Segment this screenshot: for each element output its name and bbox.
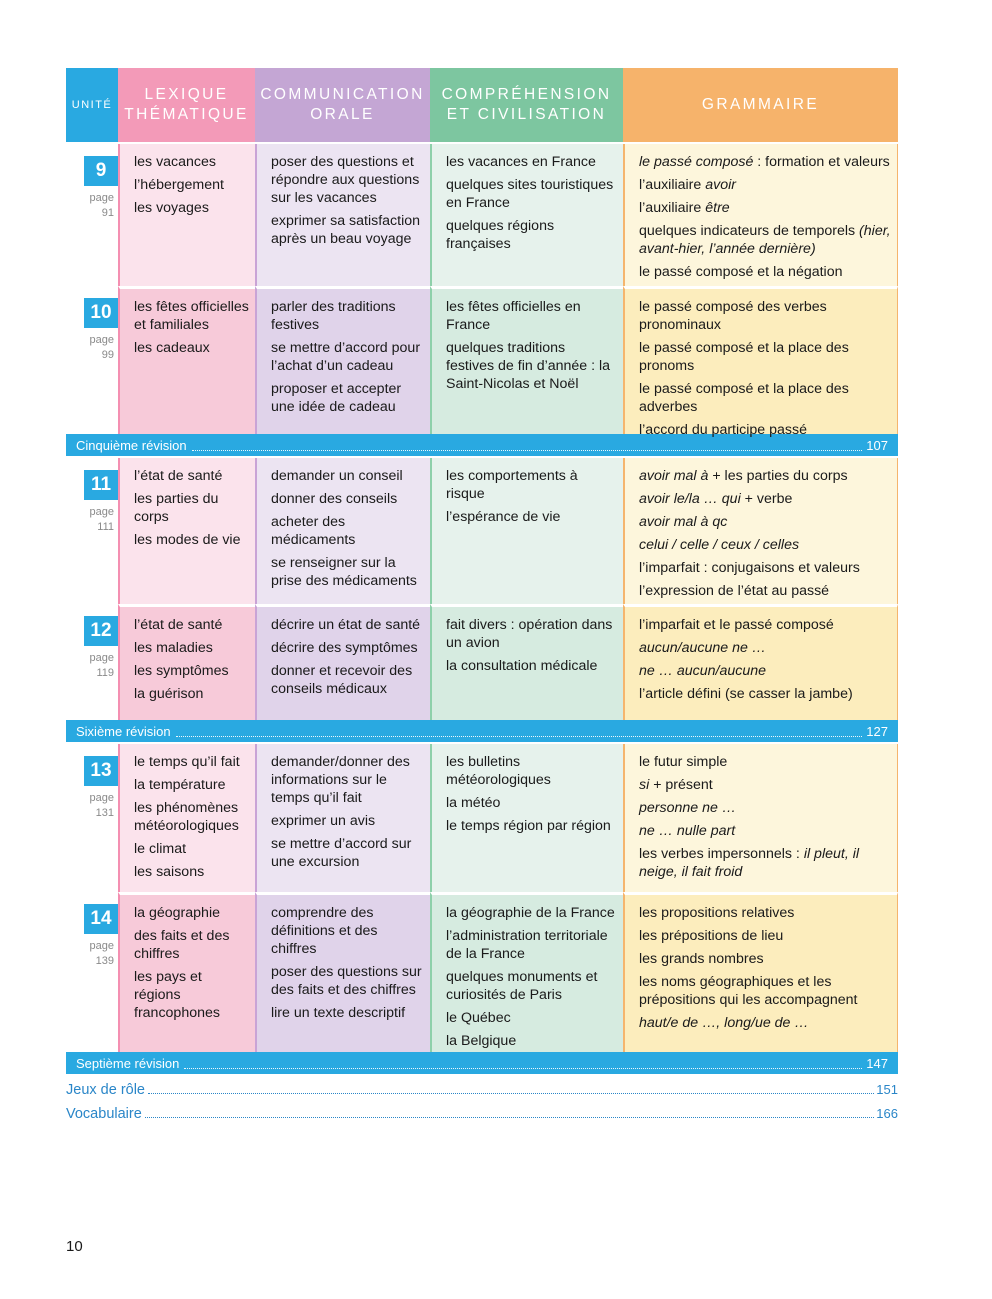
grammaire-item: les propositions relatives bbox=[639, 905, 795, 921]
communication-item: comprendre des définitions et des chiffres bbox=[271, 905, 378, 957]
grammaire-cell bbox=[623, 458, 898, 604]
revision-label: Sixième révision bbox=[76, 723, 171, 739]
lexique-item: l’état de santé bbox=[134, 617, 223, 633]
unit-page-ref: page 111 bbox=[89, 506, 114, 533]
lexique-item: les pays et régions francophones bbox=[134, 969, 220, 1021]
comprehension-cell bbox=[430, 744, 623, 892]
grammaire-item: ne … aucun/aucune bbox=[639, 663, 766, 679]
grammaire-item: l’accord du participe passé bbox=[639, 422, 807, 438]
header-unit: UNITÉ bbox=[66, 68, 118, 142]
grammaire-item: si + présent bbox=[639, 777, 713, 793]
revision-page: 147 bbox=[866, 1055, 888, 1071]
communication-cell bbox=[255, 286, 430, 434]
unit-number-cell bbox=[66, 144, 118, 286]
grammaire-item: le futur simple bbox=[639, 754, 728, 770]
unit-row bbox=[66, 744, 898, 892]
communication-cell bbox=[255, 144, 430, 286]
unit-page-ref: page 99 bbox=[89, 334, 114, 361]
unit-number-badge[interactable]: 9 bbox=[84, 156, 118, 186]
lexique-cell bbox=[118, 144, 255, 286]
unit-page-ref: page 119 bbox=[89, 652, 114, 679]
unit-row bbox=[66, 458, 898, 604]
lexique-item: les cadeaux bbox=[134, 340, 210, 356]
dot-leader bbox=[145, 1117, 875, 1118]
lexique-item: les symptômes bbox=[134, 663, 229, 679]
dot-leader bbox=[148, 1093, 874, 1094]
communication-item: acheter des médicaments bbox=[271, 514, 356, 548]
page-number: 10 bbox=[66, 1238, 83, 1255]
unit-number-badge[interactable]: 11 bbox=[84, 470, 118, 500]
grammaire-item: aucun/aucune ne … bbox=[639, 640, 766, 656]
grammaire-item: le passé composé et la négation bbox=[639, 264, 843, 280]
lexique-item: les vacances bbox=[134, 154, 217, 170]
lexique-item: la température bbox=[134, 777, 226, 793]
grammaire-item: l’article défini (se casser la jambe) bbox=[639, 686, 853, 702]
grammaire-cell bbox=[623, 144, 898, 286]
header-comprehension: COMPRÉHENSION ET CIVILISATION bbox=[430, 68, 623, 142]
grammaire-item: les grands nombres bbox=[639, 951, 764, 967]
units-body bbox=[66, 144, 898, 1074]
comprehension-item: quelques sites touristiques en France bbox=[446, 177, 614, 211]
comprehension-item: la géographie de la France bbox=[446, 905, 615, 921]
unit-number-badge[interactable]: 14 bbox=[84, 904, 118, 934]
unit-number-cell bbox=[66, 286, 118, 434]
comprehension-item: les bulletins météorologiques bbox=[446, 754, 551, 788]
unit-number-cell bbox=[66, 892, 118, 1052]
grammaire-item: quelques indicateurs de temporels (hier, avant-hier, l’année dernière) bbox=[639, 223, 891, 257]
communication-item: décrire un état de santé bbox=[271, 617, 421, 633]
comprehension-item: fait divers : opération dans un avion bbox=[446, 617, 613, 651]
revision-page: 127 bbox=[866, 723, 888, 739]
communication-item: demander/donner des informations sur le temps qu’il fait bbox=[271, 754, 410, 806]
comprehension-cell bbox=[430, 458, 623, 604]
unit-row bbox=[66, 604, 898, 720]
extra-page: 151 bbox=[876, 1082, 898, 1097]
lexique-cell bbox=[118, 892, 255, 1052]
comprehension-item: les fêtes officielles en France bbox=[446, 299, 581, 333]
lexique-item: les voyages bbox=[134, 200, 209, 216]
extra-link[interactable] bbox=[66, 1106, 898, 1130]
extra-label: Jeux de rôle bbox=[66, 1082, 145, 1098]
lexique-item: les phénomènes météorologiques bbox=[134, 800, 239, 834]
lexique-item: l’hébergement bbox=[134, 177, 224, 193]
lexique-item: la guérison bbox=[134, 686, 204, 702]
unit-number-badge[interactable]: 10 bbox=[84, 298, 118, 328]
grammaire-item: ne … nulle part bbox=[639, 823, 736, 839]
lexique-item: les parties du corps bbox=[134, 491, 219, 525]
dot-leader bbox=[184, 1058, 862, 1069]
comprehension-item: l’espérance de vie bbox=[446, 509, 561, 525]
unit-number-cell bbox=[66, 744, 118, 892]
communication-item: parler des traditions festives bbox=[271, 299, 396, 333]
communication-item: poser des questions sur des faits et des chiffres bbox=[271, 964, 422, 998]
comprehension-cell bbox=[430, 144, 623, 286]
comprehension-item: les vacances en France bbox=[446, 154, 596, 170]
grammaire-item: le passé composé des verbes pronominaux bbox=[639, 299, 827, 333]
extra-page: 166 bbox=[876, 1106, 898, 1121]
grammaire-item: avoir mal à + les parties du corps bbox=[639, 468, 848, 484]
lexique-cell bbox=[118, 458, 255, 604]
grammaire-item: les verbes impersonnels : il pleut, il neige, il fait froid bbox=[639, 846, 860, 880]
unit-number-cell bbox=[66, 604, 118, 720]
lexique-item: l’état de santé bbox=[134, 468, 223, 484]
unit-row bbox=[66, 892, 898, 1052]
grammaire-item: l’imparfait : conjugaisons et valeurs bbox=[639, 560, 860, 576]
unit-row bbox=[66, 144, 898, 286]
unit-page-ref: page 139 bbox=[89, 940, 114, 967]
comprehension-item: les comportements à risque bbox=[446, 468, 578, 502]
comprehension-item: quelques monuments et curiosités de Paris bbox=[446, 969, 598, 1003]
comprehension-item: quelques régions françaises bbox=[446, 218, 555, 252]
communication-cell bbox=[255, 744, 430, 892]
grammaire-item: haut/e de …, long/ue de … bbox=[639, 1015, 809, 1031]
comprehension-item: l’administration territoriale de la France bbox=[446, 928, 608, 962]
extra-label: Vocabulaire bbox=[66, 1106, 142, 1122]
lexique-item: les modes de vie bbox=[134, 532, 241, 548]
communication-item: exprimer sa satisfaction après un beau voyage bbox=[271, 213, 421, 247]
lexique-item: des faits et des chiffres bbox=[134, 928, 230, 962]
comprehension-item: la Belgique bbox=[446, 1033, 517, 1049]
grammaire-cell bbox=[623, 744, 898, 892]
revision-link[interactable] bbox=[66, 1052, 898, 1074]
grammaire-item: personne ne … bbox=[639, 800, 737, 816]
communication-item: demander un conseil bbox=[271, 468, 403, 484]
lexique-cell bbox=[118, 604, 255, 720]
comprehension-cell bbox=[430, 892, 623, 1052]
communication-item: lire un texte descriptif bbox=[271, 1005, 406, 1021]
comprehension-cell bbox=[430, 286, 623, 434]
communication-cell bbox=[255, 458, 430, 604]
communication-item: poser des questions et répondre aux questions sur les vacances bbox=[271, 154, 420, 206]
grammaire-item: le passé composé : formation et valeurs bbox=[639, 154, 890, 170]
lexique-cell bbox=[118, 744, 255, 892]
header-grammaire: GRAMMAIRE bbox=[623, 68, 898, 142]
grammaire-item: l’auxiliaire être bbox=[639, 200, 730, 216]
unit-number-badge[interactable]: 12 bbox=[84, 616, 118, 646]
communication-cell bbox=[255, 604, 430, 720]
grammaire-item: avoir le/la … qui + verbe bbox=[639, 491, 793, 507]
communication-item: décrire des symptômes bbox=[271, 640, 418, 656]
header-communication: COMMUNICATION ORALE bbox=[255, 68, 430, 142]
revision-link[interactable] bbox=[66, 720, 898, 742]
communication-cell bbox=[255, 892, 430, 1052]
lexique-item: le climat bbox=[134, 841, 187, 857]
table-of-contents bbox=[66, 68, 898, 1130]
lexique-cell bbox=[118, 286, 255, 434]
grammaire-item: le passé composé et la place des pronoms bbox=[639, 340, 849, 374]
extra-link[interactable] bbox=[66, 1082, 898, 1106]
grammaire-item: l’imparfait et le passé composé bbox=[639, 617, 834, 633]
communication-item: se renseigner sur la prise des médicaments bbox=[271, 555, 417, 589]
unit-number-badge[interactable]: 13 bbox=[84, 756, 118, 786]
unit-row bbox=[66, 286, 898, 438]
communication-item: se mettre d’accord pour l’achat d’un cadeau bbox=[271, 340, 421, 374]
grammaire-cell bbox=[623, 604, 898, 720]
revision-label: Septième révision bbox=[76, 1055, 180, 1071]
comprehension-item: le temps région par région bbox=[446, 818, 611, 834]
lexique-item: les fêtes officielles et familiales bbox=[134, 299, 249, 333]
communication-item: donner des conseils bbox=[271, 491, 398, 507]
extras-list bbox=[66, 1082, 898, 1130]
revision-label: Cinquième révision bbox=[76, 437, 187, 453]
comprehension-item: la consultation médicale bbox=[446, 658, 598, 674]
lexique-item: les saisons bbox=[134, 864, 205, 880]
grammaire-item: l’auxiliaire avoir bbox=[639, 177, 736, 193]
unit-page-ref: page 131 bbox=[89, 792, 114, 819]
lexique-item: le temps qu’il fait bbox=[134, 754, 240, 770]
communication-item: se mettre d’accord sur une excursion bbox=[271, 836, 412, 870]
revision-page: 107 bbox=[866, 437, 888, 453]
grammaire-item: le passé composé et la place des adverbes bbox=[639, 381, 849, 415]
lexique-item: la géographie bbox=[134, 905, 220, 921]
dot-leader bbox=[192, 440, 863, 451]
grammaire-item: celui / celle / ceux / celles bbox=[639, 537, 800, 553]
communication-item: proposer et accepter une idée de cadeau bbox=[271, 381, 402, 415]
grammaire-cell bbox=[623, 286, 898, 438]
comprehension-cell bbox=[430, 604, 623, 720]
comprehension-item: quelques traditions festives de fin d’année : la Saint-Nicolas et Noël bbox=[446, 340, 611, 392]
header-lexique: LEXIQUE THÉMATIQUE bbox=[118, 68, 255, 142]
grammaire-item: les noms géographiques et les prépositions qui les accompagnent bbox=[639, 974, 858, 1008]
grammaire-item: l’expression de l’état au passé bbox=[639, 583, 830, 599]
lexique-item: les maladies bbox=[134, 640, 213, 656]
dot-leader bbox=[176, 726, 863, 737]
table-header bbox=[66, 68, 898, 142]
unit-number-cell bbox=[66, 458, 118, 604]
grammaire-cell bbox=[623, 892, 898, 1052]
comprehension-item: la météo bbox=[446, 795, 501, 811]
unit-page-ref: page 91 bbox=[89, 192, 114, 219]
grammaire-item: les prépositions de lieu bbox=[639, 928, 784, 944]
communication-item: exprimer un avis bbox=[271, 813, 376, 829]
communication-item: donner et recevoir des conseils médicaux bbox=[271, 663, 413, 697]
comprehension-item: le Québec bbox=[446, 1010, 511, 1026]
grammaire-item: avoir mal à qc bbox=[639, 514, 728, 530]
